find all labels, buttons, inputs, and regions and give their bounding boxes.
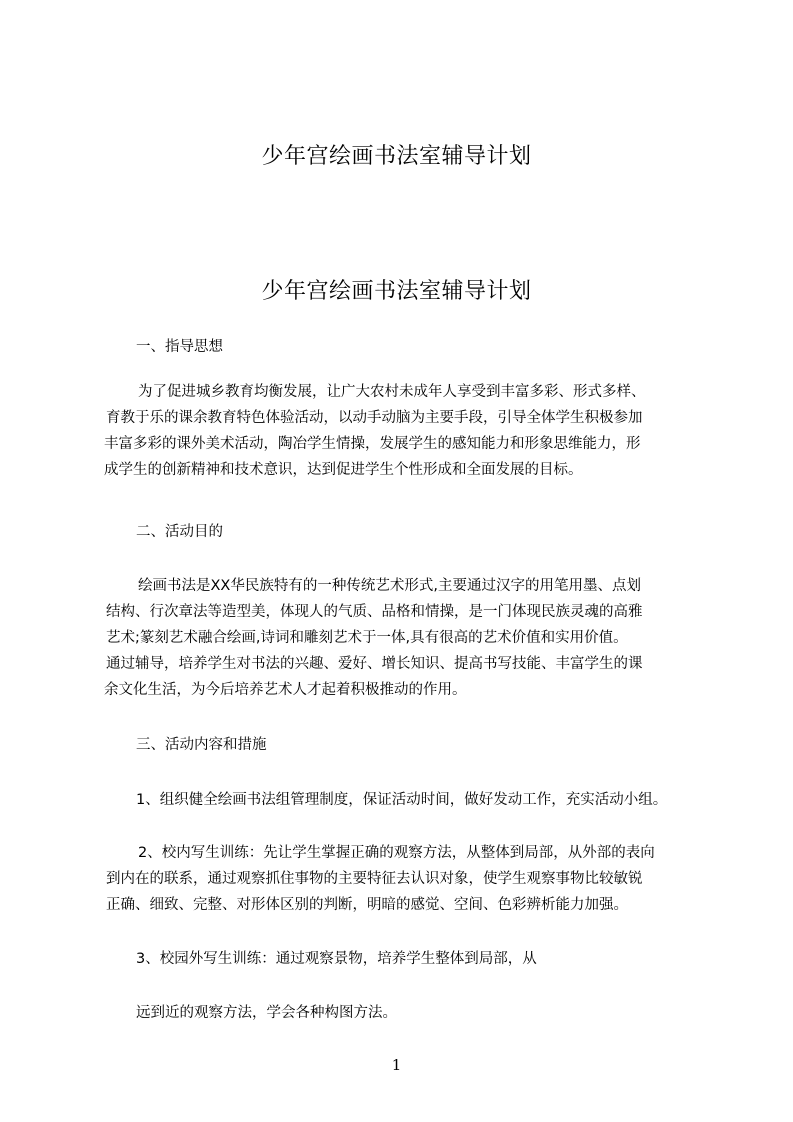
measure-item-3 <box>136 946 746 972</box>
section-heading-guiding: 一、指导思想 <box>136 339 223 355</box>
paragraph-line: 育教于乐的课余教育特色体验活动，以动手动脑为主要手段，引导全体学生积极参加 <box>106 410 643 426</box>
paragraph-line: 成学生的创新精神和技术意识，达到促进学生个性形成和全面发展的目标。 <box>104 462 583 478</box>
measure-item-1 <box>136 787 746 813</box>
page-number: 1 <box>391 1056 402 1074</box>
paragraph-line: 丰富多彩的课外美术活动，陶冶学生情操，发展学生的感知能力和形象思维能力，形 <box>104 436 641 452</box>
paragraph-line: 通过辅导，培养学生对书法的兴趣、爱好、增长知识、提高书写技能、丰富学生的课 <box>106 656 643 672</box>
paragraph-line: 余文化生活，为今后培养艺术人才起着积极推动的作用。 <box>104 682 467 698</box>
section-heading-purpose: 二、活动目的 <box>136 524 223 540</box>
measure-item-2 <box>104 840 714 918</box>
document-title: 少年宫绘画书法室辅导计划 <box>261 144 532 169</box>
paragraph-line: 绘画书法是XX华民族特有的一种传统艺术形式,主要通过汉字的用笔用墨、点划 <box>138 578 641 594</box>
paragraph-purpose <box>104 573 714 703</box>
paragraph-line: 2、校内写生训练：先让学生掌握正确的观察方法，从整体到局部，从外部的表向 <box>138 845 655 861</box>
paragraph-line: 远到近的观察方法，学会各种构图方法。 <box>136 1005 397 1021</box>
paragraph-line: 到内在的联系，通过观察抓住事物的主要特征去认识对象，使学生观察事物比较敏锐 <box>106 871 643 887</box>
document-subtitle: 少年宫绘画书法室辅导计划 <box>261 279 532 304</box>
paragraph-line: 为了促进城乡教育均衡发展，让广大农村未成年人享受到丰富多彩、形式多样、 <box>138 384 646 400</box>
paragraph-guiding <box>104 379 714 483</box>
measure-item-3-continued <box>136 1000 746 1026</box>
paragraph-line: 1、组织健全绘画书法组管理制度，保证活动时间，做好发动工作，充实活动小组。 <box>136 792 668 808</box>
section-heading-measures: 三、活动内容和措施 <box>136 737 267 753</box>
paragraph-line: 艺术;篆刻艺术融合绘画,诗词和雕刻艺术于一体,具有很高的艺术价值和实用价值。 <box>106 630 628 646</box>
paragraph-line: 3、校园外写生训练：通过观察景物，培养学生整体到局部，从 <box>136 951 537 967</box>
paragraph-line: 正确、细致、完整、对形体区别的判断，明暗的感觉、空间、色彩辨析能力加强。 <box>106 897 628 913</box>
paragraph-line: 结构、行次章法等造型美，体现人的气质、品格和情操，是一门体现民族灵魂的高雅 <box>106 604 643 620</box>
